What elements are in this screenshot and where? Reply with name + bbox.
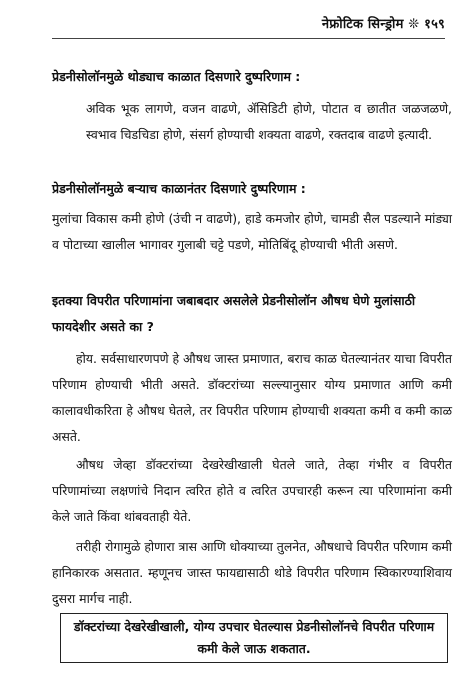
running-header: नेफ्रोटिक सिन्ड्रोम ❊ १५९ [321, 17, 445, 32]
short-term-side-effects-heading: प्रेडनीसोलॉनमुळे थोड्याच काळात दिसणारे दुष्परिणाम : [52, 69, 301, 84]
question-heading: इतक्या विपरीत परिणामांना जबाबदार असलेले प्रेडनीसोलॉन औषध घेणे मुलांसाठी फायदेशीर असते का ? [52, 293, 416, 334]
answer-paragraph-1: होय. सर्वसाधारणपणे हे औषध जास्त प्रमाणात, बराच काळ घेतल्यानंतर याचा विपरीत परिणाम होण्याची भीती असते. डॉक्टरांच्या सल्ल्यानुसार योग्य प्रमाणात आणि कमी कालावधीकरिता हे औषध घेतले, तर विपरीत परिणाम होण्याची शक्यता कमी व कमी काळ असते. [52, 351, 452, 444]
highlight-note-text: डॉक्टरांच्या देखरेखीखाली, योग्य उपचार घेतल्यास प्रेडनीसोलॉनचे विपरीत परिणाम कमी केले जाऊ शकतात. [73, 619, 435, 656]
short-term-side-effects-text: अविक भूक लागणे, वजन वाढणे, ॲसिडिटी होणे, पोटात व छातीत जळजळणे, स्वभाव चिडचिडा होणे, संसर्ग होण्याची शक्यता वाढणे, रक्तदाब वाढणे इत्यादी. [86, 101, 452, 142]
answer-paragraph-3: तरीही रोगामुळे होणारा त्रास आणि धोक्याच्या तुलनेत, औषधाचे विपरीत परिणाम कमी हानिकारक असतात. म्हणूनच जास्त फायद्यासाठी थोडे विपरीत परिणाम स्विकारण्याशिवाय दुसरा मार्गच नाही. [52, 539, 452, 606]
answer-paragraph-2: औषध जेव्हा डॉक्टरांच्या देखरेखीखाली घेतले जाते, तेव्हा गंभीर व विपरीत परिणामांच्या लक्षणांचे निदान त्वरित होते व त्वरित उपचारही करून त्या परिणामांना कमी केले जाते किंवा थांबवताही येते. [52, 457, 452, 524]
long-term-side-effects-text: मुलांचा विकास कमी होणे (उंची न वाढणे), हाडे कमजोर होणे, चामडी सैल पडल्याने मांड्या व पोटाच्या खालील भागावर गुलाबी चट्टे पडणे, मोतिबिंदू होण्याची भीती असणे. [52, 211, 452, 252]
highlight-note-box [60, 613, 448, 663]
header-divider [52, 38, 445, 39]
long-term-side-effects-heading: प्रेडनीसोलॉनमुळे बऱ्याच काळानंतर दिसणारे दुष्परिणाम : [52, 181, 306, 196]
